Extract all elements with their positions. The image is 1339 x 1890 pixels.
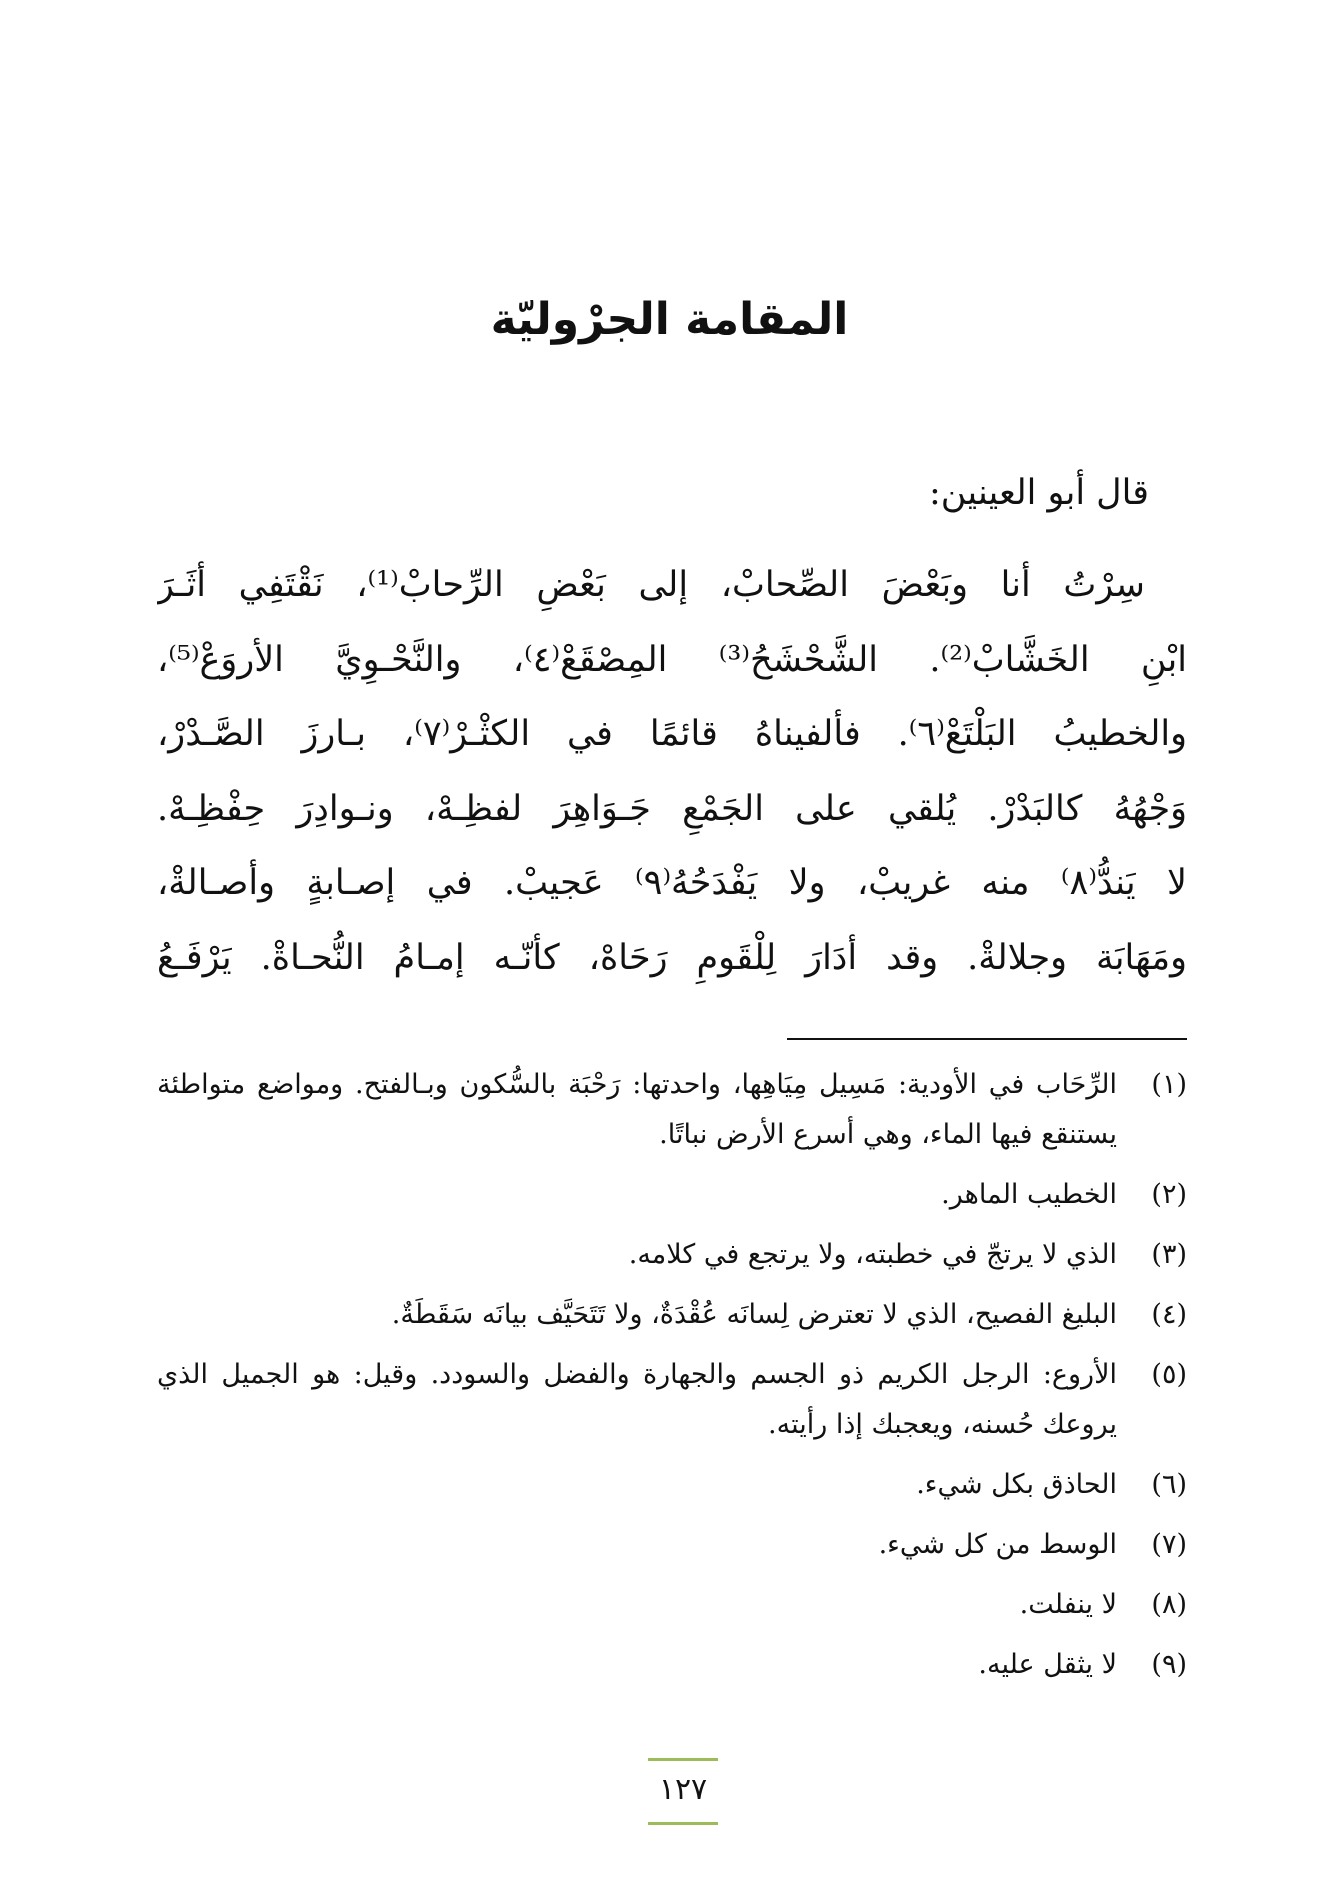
footnote — [157, 1230, 1187, 1280]
body-line: ومَهَابَة وجلالةْ. وقد أدَارَ لِلْقَومِ رَحَاهْ، كأنّـه إمـامُ النُّحـاةْ. يَرْفَـعُ — [157, 937, 1187, 978]
footnote — [157, 1520, 1187, 1570]
footnote-number: (٨) — [1151, 1589, 1187, 1620]
footnote-text: الحاذق بكل شيء. — [916, 1469, 1117, 1500]
footnote-text: لا يثقل عليه. — [978, 1649, 1117, 1680]
footnote-number: (٢) — [1151, 1179, 1187, 1210]
footnote-number: (٧) — [1151, 1529, 1187, 1560]
footnote-separator — [787, 1038, 1187, 1040]
body-line: ابْنِ الخَشَّابْ⁽²⁾. الشَّحْشَحُ⁽³⁾ المِصْقَعْ⁽٤⁾، والنَّحْـوِيَّ الأروَعْ⁽⁵⁾، — [157, 639, 1187, 680]
footnote-number: (٩) — [1151, 1649, 1187, 1680]
footnotes — [157, 1060, 1187, 1700]
intro-line: قال أبو العينين: — [928, 473, 1149, 513]
footnote — [157, 1290, 1187, 1340]
footnote-text: لا ينفلت. — [1019, 1589, 1117, 1620]
body-line: وَجْهُهُ كالبَدْرْ. يُلقي على الجَمْعِ جَـوَاهِرَ لفظِـهْ، ونـوادِرَ حِفْظِـهْ. — [157, 788, 1187, 829]
body-line: والخطيبُ البَلْتَعْ⁽٦⁾. فألفيناهُ قائمًا في الكثْـرْ⁽٧⁾، بـارزَ الصَّـدْرْ، — [157, 714, 1187, 755]
chapter-title: المقامة الجرْوليّة — [490, 294, 849, 345]
footnote — [157, 1640, 1187, 1690]
footnote-text: البليغ الفصيح، الذي لا تعترض لِسانَه عُقْدَةٌ، ولا تَتَحَيَّف بيانَه سَقَطَةٌ. — [391, 1299, 1117, 1330]
footnote-number: (٦) — [1151, 1469, 1187, 1500]
footnote — [157, 1580, 1187, 1630]
footnote — [157, 1170, 1187, 1220]
footnote-text: الرِّحَاب في الأودية: مَسِيل مِيَاهِها، واحدتها: رَحْبَة بالسُّكون وبـالفتح. ومواضع متواطئة يستنقع فيها الماء، وهي أسرع الأرض نباتًا. — [157, 1069, 1117, 1150]
footnote-text: الأروع: الرجل الكريم ذو الجسم والجهارة والفضل والسودد. وقيل: هو الجميل الذي يروعك حُسنه، ويعجبك إذا رأيته. — [157, 1359, 1117, 1440]
footnote-number: (٤) — [1151, 1299, 1187, 1330]
footnote-number: (٣) — [1151, 1239, 1187, 1270]
main-text — [157, 548, 1187, 995]
page-number: ١٢٧ — [658, 1772, 708, 1807]
body-line: سِرْتُ أنا وبَعْضَ الصِّحابْ، إلى بَعْضِ الرِّحابْ⁽¹⁾، نَقْتَفِي أثَـرَ — [157, 565, 1145, 605]
body-line: لا يَندُّ⁽٨⁾ منه غريبْ، ولا يَفْدَحُهُ⁽٩⁾ عَجيبْ. في إصـابةٍ وأصـالةْ، — [157, 863, 1187, 904]
footnote — [157, 1350, 1187, 1450]
page-number-bottom-rule — [648, 1822, 718, 1825]
footnote — [157, 1060, 1187, 1160]
footnote-number: (٥) — [1151, 1359, 1187, 1390]
footnote-number: (١) — [1151, 1069, 1187, 1100]
footnote-text: الوسط من كل شيء. — [878, 1529, 1117, 1560]
footnote-text: الذي لا يرتجّ في خطبته، ولا يرتجع في كلامه. — [628, 1239, 1117, 1270]
footnote-text: الخطيب الماهر. — [941, 1179, 1117, 1210]
page-number-top-rule — [648, 1758, 718, 1761]
footnote — [157, 1460, 1187, 1510]
